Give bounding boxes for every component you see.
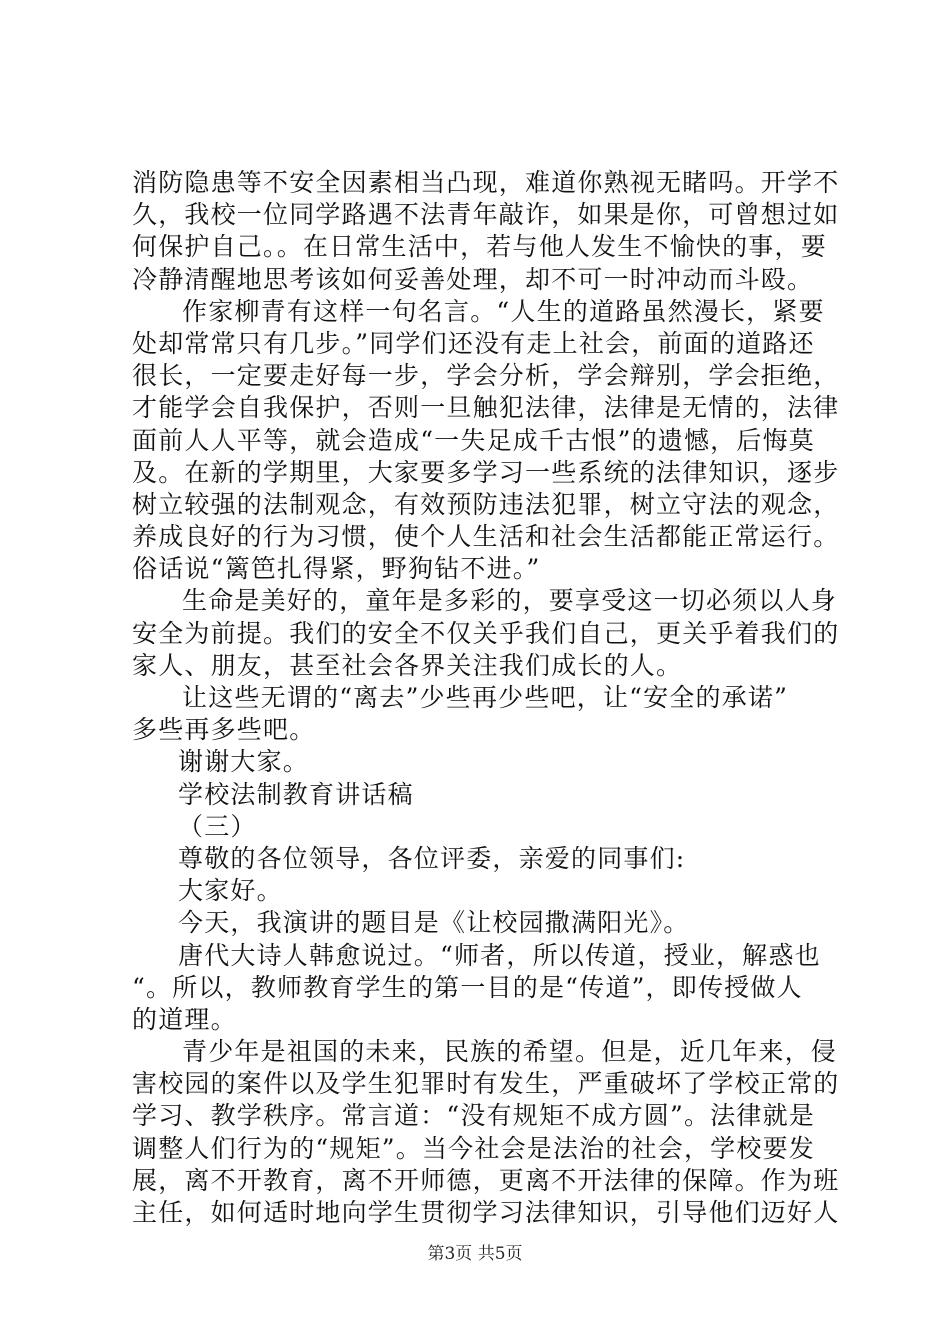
text-line: 家人、朋友，甚至社会各界关注我们成长的人。 xyxy=(132,651,683,680)
text-line: 何保护自己。。在日常生活中，若与他人发生不愉快的事，要 xyxy=(132,232,827,261)
text-line: 树立较强的法制观念，有效预防违法犯罪，树立守法的观念， xyxy=(132,490,840,519)
text-line: 谢谢大家。 xyxy=(178,747,310,776)
text-line: 处却常常只有几步。”同学们还没有走上社会，前面的道路还 xyxy=(132,329,815,358)
text-line: 学习、教学秩序。常言道：“没有规矩不成方圆”。法律就是 xyxy=(132,1101,815,1130)
section-number: （三） xyxy=(178,812,257,841)
text-line: 调整人们行为的“规矩”。当今社会是法治的社会，学校要发 xyxy=(132,1134,815,1163)
text-line: 才能学会自我保护，否则一旦触犯法律，法律是无情的，法律 xyxy=(132,393,840,422)
text-line: 展，离不开教育，离不开师德，更离不开法律的保障。作为班 xyxy=(132,1166,840,1195)
text-line: 唐代大诗人韩愈说过。“师者，所以传道，授业，解惑也 xyxy=(178,941,821,970)
text-line: 让这些无谓的“离去”少些再少些吧，让“安全的承诺” xyxy=(182,683,789,712)
text-line: 生命是美好的，童年是多彩的，要享受这一切必须以人身 xyxy=(182,586,838,615)
text-line: 俗话说“篱笆扎得紧，野狗钻不进。” xyxy=(132,554,541,583)
text-line: 的道理。 xyxy=(132,1005,237,1034)
text-line: 冷静清醒地思考该如何妥善处理，却不可一时冲动而斗殴。 xyxy=(132,265,814,294)
text-line: 青少年是祖国的未来，民族的希望。但是，近几年来，侵 xyxy=(182,1037,838,1066)
section-title: 学校法制教育讲话稿 xyxy=(178,780,414,809)
text-line: 今天，我演讲的题目是《让校园撒满阳光》。 xyxy=(178,908,690,937)
text-line: 主任，如何适时地向学生贯彻学习法律知识，引导他们迈好人 xyxy=(132,1198,840,1227)
text-line: 很长，一定要走好每一步，学会分析，学会辩别，学会拒绝， xyxy=(132,361,840,390)
text-line: 多些再多些吧。 xyxy=(132,715,316,744)
text-line: 安全为前提。我们的安全不仅关乎我们自己，更关乎着我们的 xyxy=(132,619,840,648)
text-line: 害校园的案件以及学生犯罪时有发生，严重破坏了学校正常的 xyxy=(132,1069,840,1098)
text-line: 大家好。 xyxy=(178,876,283,905)
text-line: 久，我校一位同学路遇不法青年敲诈，如果是你，可曾想过如 xyxy=(132,200,840,229)
text-line: “。所以，教师教育学生的第一目的是“传道”，即传授做人 xyxy=(132,973,803,1002)
text-line: 养成良好的行为习惯，使个人生活和社会生活都能正常运行。 xyxy=(132,522,840,551)
page-footer: 第3页 共5页 xyxy=(427,1244,523,1264)
text-line: 尊敬的各位领导，各位评委，亲爱的同事们: xyxy=(178,844,686,873)
text-line: 及。在新的学期里，大家要多学习一些系统的法律知识，逐步 xyxy=(132,458,840,487)
text-line: 面前人人平等，就会造成“一失足成千古恨”的遗憾，后悔莫 xyxy=(132,426,815,455)
text-line: 消防隐患等不安全因素相当凸现，难道你熟视无睹吗。开学不 xyxy=(132,168,840,197)
text-line: 作家柳青有这样一句名言。“人生的道路虽然漫长，紧要 xyxy=(182,297,825,326)
